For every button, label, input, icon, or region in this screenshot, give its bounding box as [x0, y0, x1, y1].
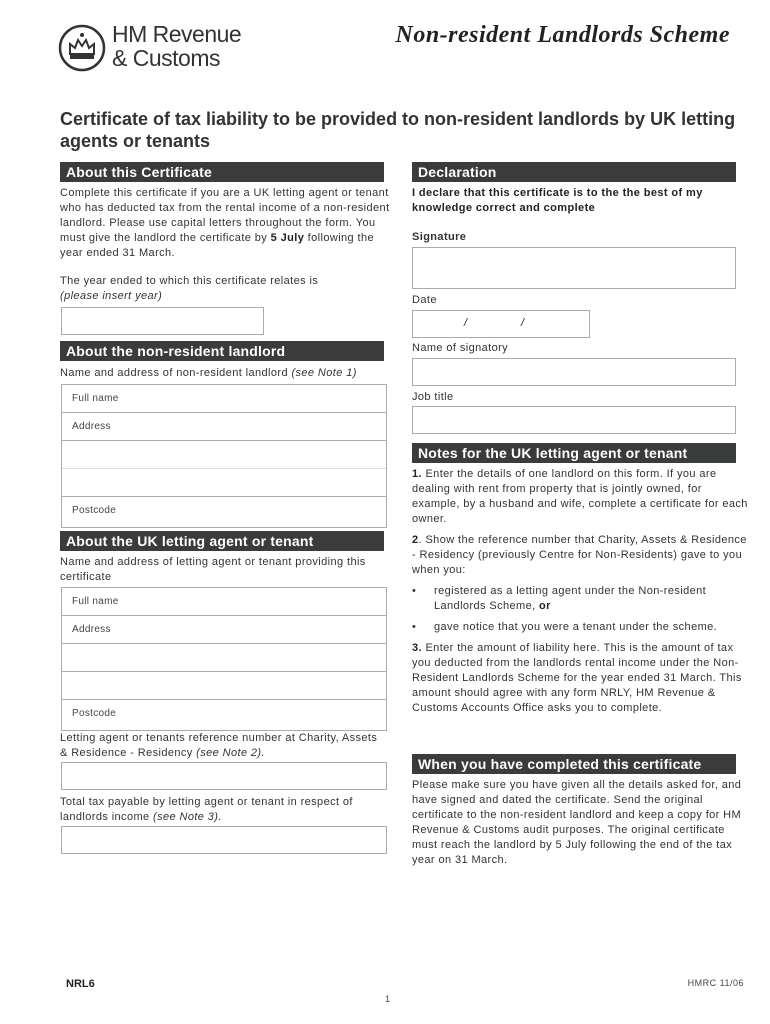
- signature-label: Signature: [412, 231, 467, 243]
- note-2-number: 2: [412, 534, 419, 546]
- landlord-address-field[interactable]: Address: [62, 413, 386, 441]
- agent-address-fields: [61, 587, 387, 731]
- section-agent: About the UK letting agent or tenant: [60, 531, 384, 551]
- section-landlord: About the non-resident landlord: [60, 341, 384, 361]
- form-title: Certificate of tax liability to be provided to non-resident landlords by UK letting agents or tenants: [60, 109, 736, 151]
- note-1-text: Enter the details of one landlord on this form. If you are dealing with rent from property that is jointly owned, for example, by a husband and wife, complete a certificate for each owner.: [412, 468, 748, 525]
- page-number: 1: [385, 994, 391, 1004]
- bullet-icon: •: [412, 621, 417, 633]
- intro-deadline: 5 July: [270, 232, 305, 244]
- bullet-1-or: or: [539, 600, 551, 612]
- year-hint: (please insert year): [60, 290, 163, 302]
- bullet-2-text: gave notice that you were a tenant under the scheme.: [434, 621, 718, 633]
- declaration-statement: I declare that this certificate is to the the best of my knowledge correct and complete: [412, 187, 703, 214]
- landlord-label-text: Name and address of non-resident landlord: [60, 367, 288, 379]
- notes-body: [412, 467, 750, 722]
- note-3-number: 3.: [412, 642, 422, 654]
- reference-number-input[interactable]: [61, 762, 387, 790]
- agent-label: Name and address of letting agent or tenant providing this certificate: [60, 556, 366, 583]
- bullet-1-main: registered as a letting agent under the Non-resident Landlords Scheme,: [434, 585, 707, 612]
- landlord-address-fields: [61, 384, 387, 528]
- agent-postcode-field[interactable]: Postcode: [72, 708, 117, 719]
- note-2-bullet-2: [412, 620, 750, 635]
- tax-label: [60, 795, 395, 825]
- agent-address-line-3[interactable]: [62, 672, 386, 700]
- section-notes: Notes for the UK letting agent or tenant: [412, 443, 736, 463]
- date-separator-2: /: [521, 317, 525, 329]
- job-title-input[interactable]: [412, 406, 736, 434]
- reference-label-note: (see Note 2).: [196, 747, 265, 759]
- note-3-text: Enter the amount of liability here. This is the amount of tax you deducted from the landlords rental income under the Non-Resident Landlords Scheme for the year ended 31 March. This amount should agree with any form NRLY, HM Revenue & Customs Accounts Office asks you to complete.: [412, 642, 742, 714]
- year-label-block: [60, 274, 390, 304]
- year-label: The year ended to which this certificate relates is: [60, 275, 319, 287]
- signatory-name-input[interactable]: [412, 358, 736, 386]
- intro-text: Complete this certificate if you are a UK letting agent or tenant who has deducted tax from the rental income of a non-resident landlord. Please use capital letters throughout the form. You must give the landlord the certificate by: [60, 187, 390, 244]
- note-2: [412, 533, 750, 578]
- landlord-label: [60, 366, 396, 381]
- note-1-number: 1.: [412, 468, 422, 480]
- section-declaration: Declaration: [412, 162, 736, 182]
- form-code: NRL6: [66, 978, 95, 990]
- section-completed: When you have completed this certificate: [412, 754, 736, 774]
- landlord-address-line-2[interactable]: [62, 441, 386, 469]
- note-2-bullet-1: [412, 584, 750, 614]
- total-tax-input[interactable]: [61, 826, 387, 854]
- form-revision: HMRC 11/06: [687, 978, 744, 988]
- bullet-icon: •: [412, 585, 417, 597]
- intro-text-end: following the year ended 31 March.: [60, 232, 375, 259]
- landlord-postcode-field[interactable]: Postcode: [72, 505, 117, 516]
- signatory-label: Name of signatory: [412, 342, 509, 354]
- reference-label-text: Letting agent or tenants reference number at Charity, Assets & Residence - Residency: [60, 732, 378, 759]
- logo-line-2: & Customs: [112, 45, 220, 71]
- landlord-address-line-3[interactable]: [62, 469, 386, 497]
- note-1: [412, 467, 750, 527]
- completed-text: Please make sure you have given all the details asked for, and have signed and dated the certificate. Send the original certificate to the non-resident landlord and keep a copy for HM Revenue & Customs audit purposes. The original certificate must reach the landlord by 5 July following the end of the tax year on 31 March.: [412, 779, 742, 866]
- date-input[interactable]: [412, 310, 590, 338]
- scheme-title: Non-resident Landlords Scheme: [395, 22, 730, 48]
- landlord-label-note: (see Note 1): [291, 367, 357, 379]
- agent-full-name-field[interactable]: Full name: [62, 588, 386, 616]
- note-3: [412, 641, 750, 716]
- date-separator-1: /: [464, 317, 468, 329]
- reference-label: [60, 731, 380, 761]
- note-2-text: . Show the reference number that Charity, Assets & Residence - Residency (previously Centre for Non-Residents) gave to you when you:: [412, 534, 747, 576]
- landlord-full-name-field[interactable]: Full name: [62, 385, 386, 413]
- signature-field[interactable]: [412, 247, 736, 289]
- job-title-label: Job title: [412, 391, 454, 403]
- section-about-certificate: About this Certificate: [60, 162, 384, 182]
- year-input[interactable]: [61, 307, 264, 335]
- date-label: Date: [412, 294, 437, 306]
- logo-line-1: HM Revenue: [112, 21, 242, 47]
- agent-address-field[interactable]: Address: [62, 616, 386, 644]
- tax-label-note: (see Note 3).: [153, 811, 222, 823]
- crown-crest-icon: [58, 24, 106, 72]
- certificate-intro: [60, 186, 396, 261]
- bullet-1-text: [434, 584, 750, 614]
- tax-label-text: Total tax payable by letting agent or tenant in respect of landlords income: [60, 796, 353, 823]
- hmrc-logo: [58, 22, 268, 74]
- agent-address-line-2[interactable]: [62, 644, 386, 672]
